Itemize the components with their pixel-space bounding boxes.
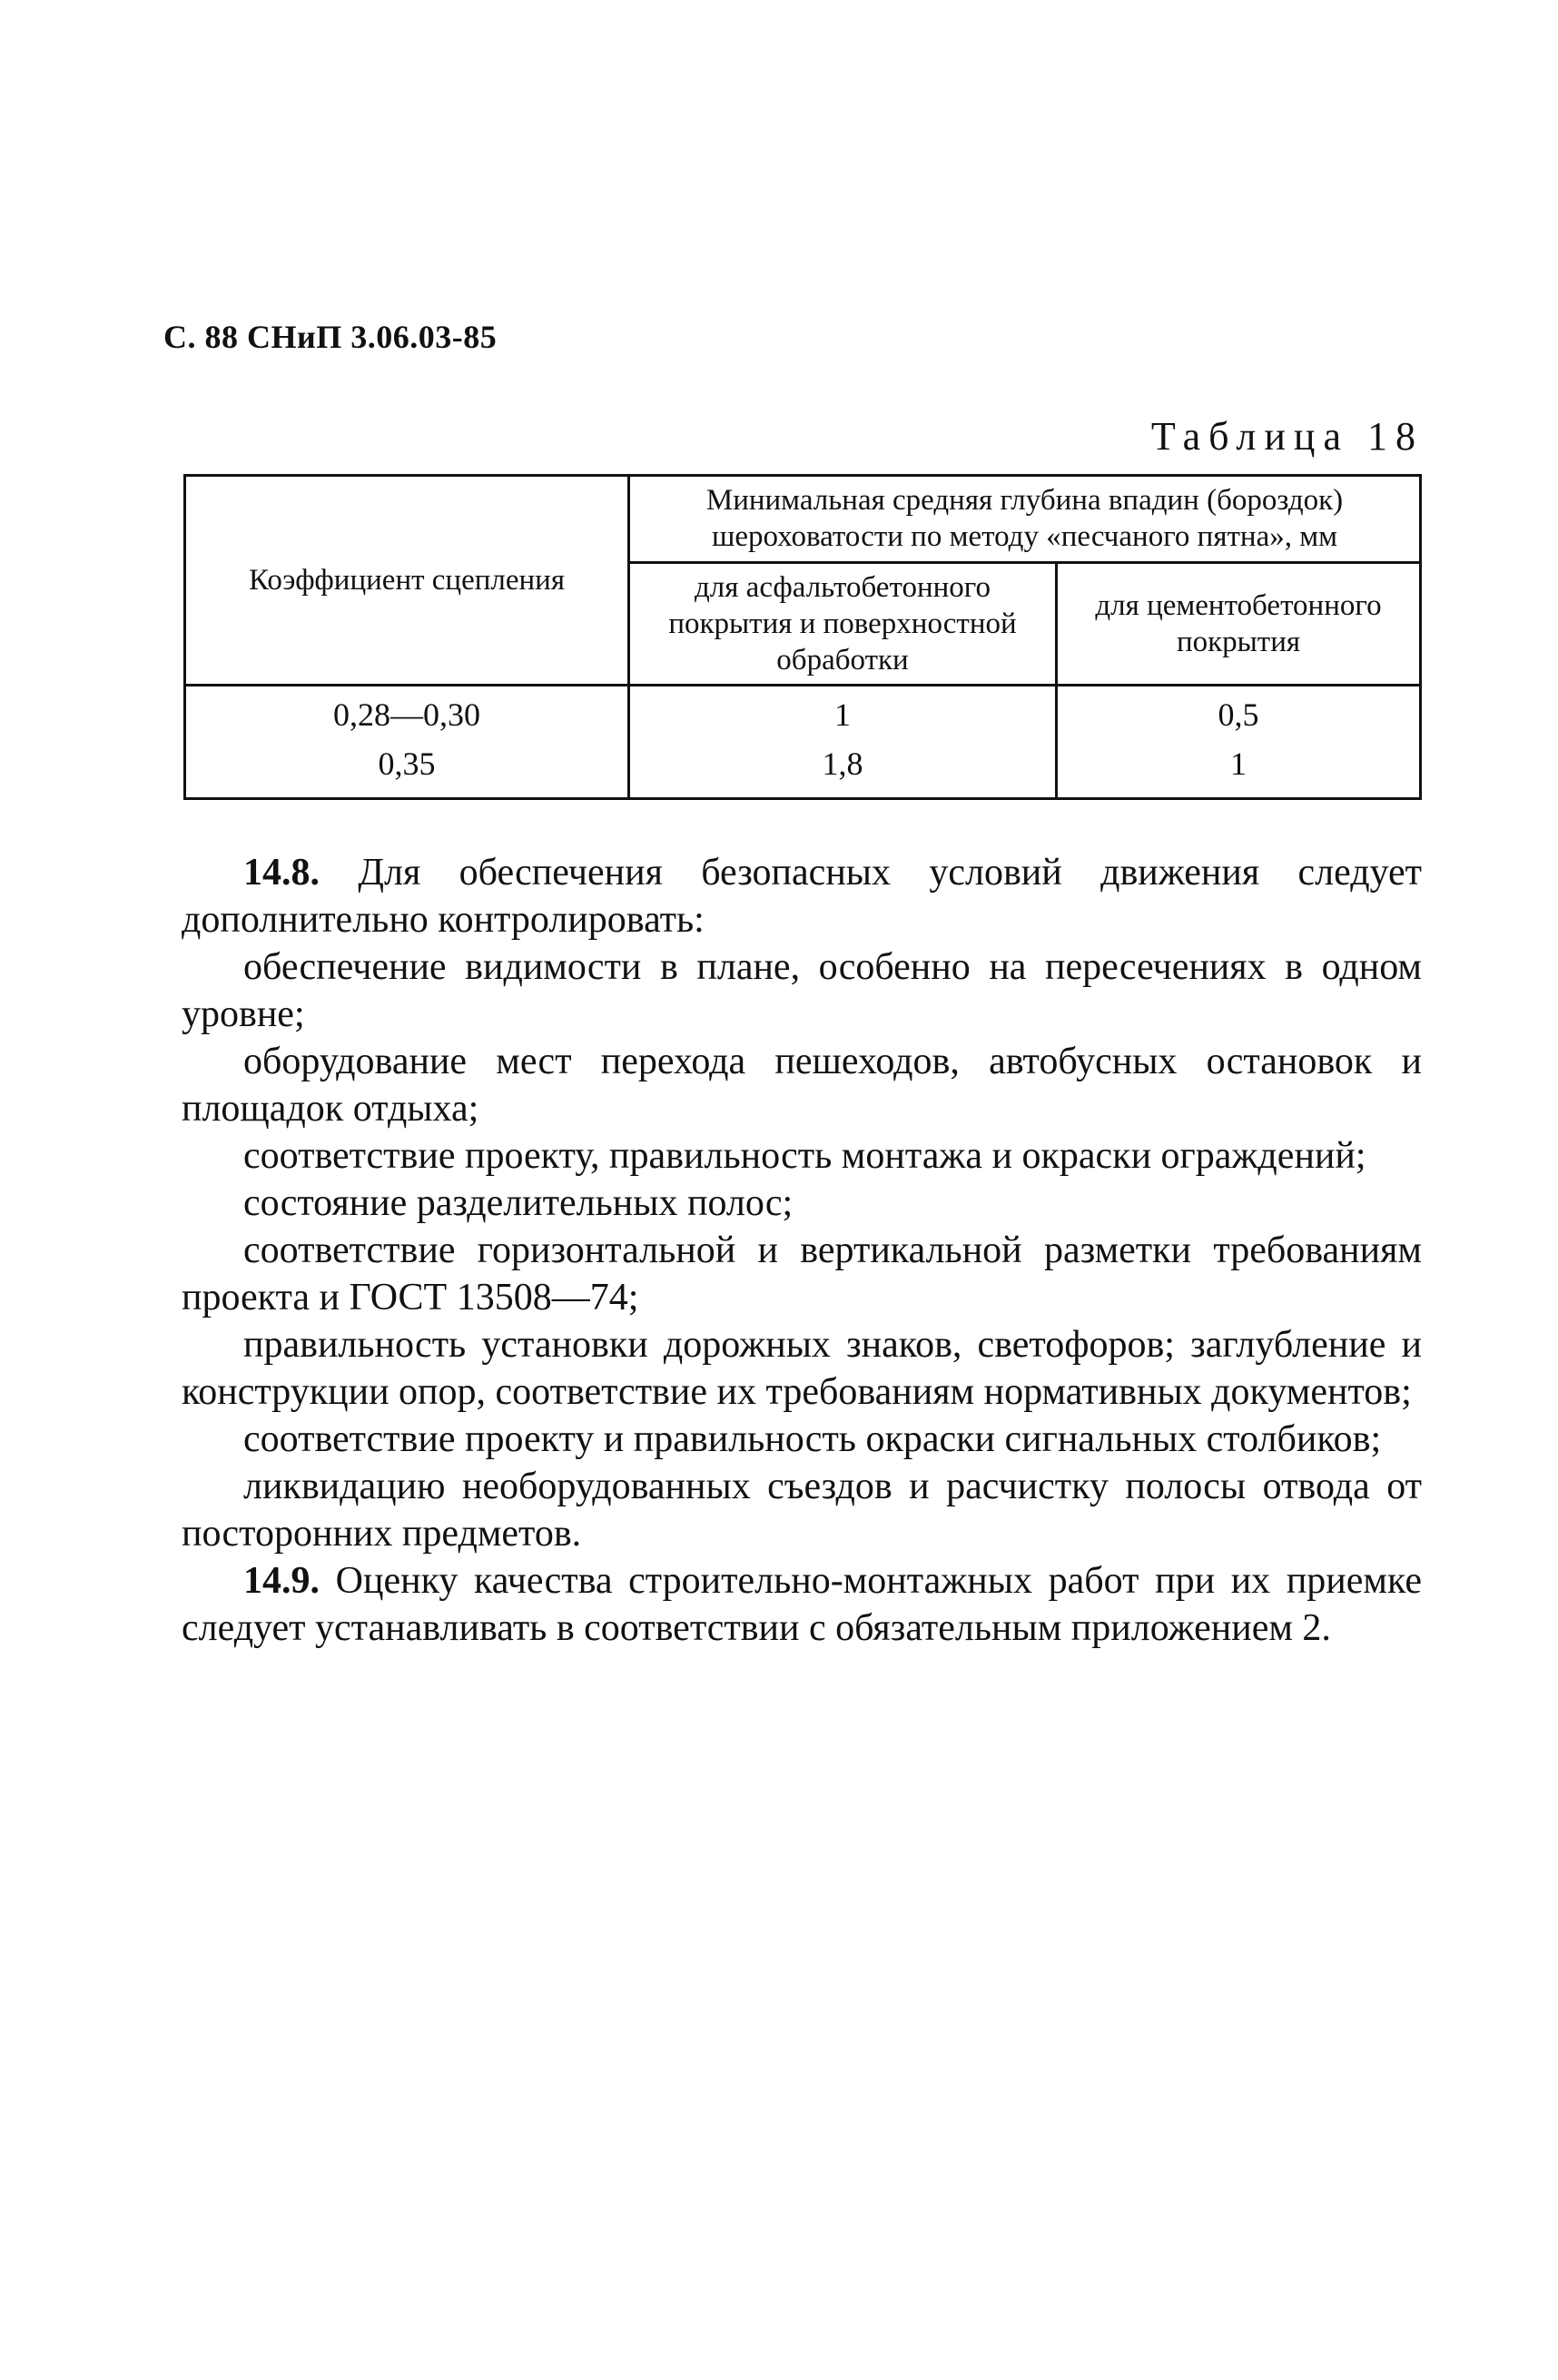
cell-coef: 0,28—0,30 <box>185 686 629 741</box>
list-item: ликвидацию необорудованных съездов и расчистку полосы отвода от посторонних предметов. <box>182 1466 1422 1555</box>
table-row <box>185 686 1421 741</box>
cell-cement: 0,5 <box>1057 686 1421 741</box>
cell-cement: 1 <box>1057 741 1421 798</box>
header-coefficient: Коэффициент сцепления <box>185 476 629 686</box>
section-14-9 <box>182 1557 1422 1652</box>
section-number: 14.9. <box>243 1560 320 1602</box>
list-item: правильность установки дорожных знаков, светофоров; заглубление и конструкции опор, соответствие их требованиям нормативных документов; <box>182 1324 1422 1413</box>
list-item: оборудование мест перехода пешеходов, автобусных остановок и площадок отдыха; <box>182 1041 1422 1130</box>
cell-asphalt: 1,8 <box>629 741 1057 798</box>
cell-asphalt: 1 <box>629 686 1057 741</box>
list-item: обеспечение видимости в плане, особенно на пересечениях в одном уровне; <box>182 946 1422 1035</box>
section-14-8-intro <box>182 849 1422 943</box>
table-row <box>185 741 1421 798</box>
header-asphalt: для асфальтобетонного покрытия и поверхностной обработки <box>629 562 1057 686</box>
header-min-depth: Минимальная средняя глубина впадин (бороздок) шероховатости по методу «песчаного пятна», мм <box>629 476 1421 563</box>
list-item: состояние разделительных полос; <box>243 1182 794 1224</box>
list-item: соответствие проекту и правильность окраски сигнальных столбиков; <box>243 1418 1382 1460</box>
adhesion-table <box>183 474 1422 800</box>
table-caption: Таблица 18 <box>1150 414 1424 459</box>
list-item: соответствие горизонтальной и вертикальной разметки требованиям проекта и ГОСТ 13508—74; <box>182 1230 1422 1318</box>
list-item: соответствие проекту, правильность монтажа и окраски ограждений; <box>243 1135 1366 1177</box>
section-intro-text: Для обеспечения безопасных условий движения следует дополнительно контролировать: <box>182 852 1423 941</box>
page-header: С. 88 СНиП 3.06.03-85 <box>163 319 498 355</box>
body-text <box>182 849 1422 1652</box>
cell-coef: 0,35 <box>185 741 629 798</box>
section-number: 14.8. <box>243 852 320 894</box>
section-text: Оценку качества строительно-монтажных работ при их приемке следует устанавливать в соответствии с обязательным приложением 2. <box>182 1560 1422 1649</box>
header-cement: для цементобетонного покрытия <box>1057 562 1421 686</box>
